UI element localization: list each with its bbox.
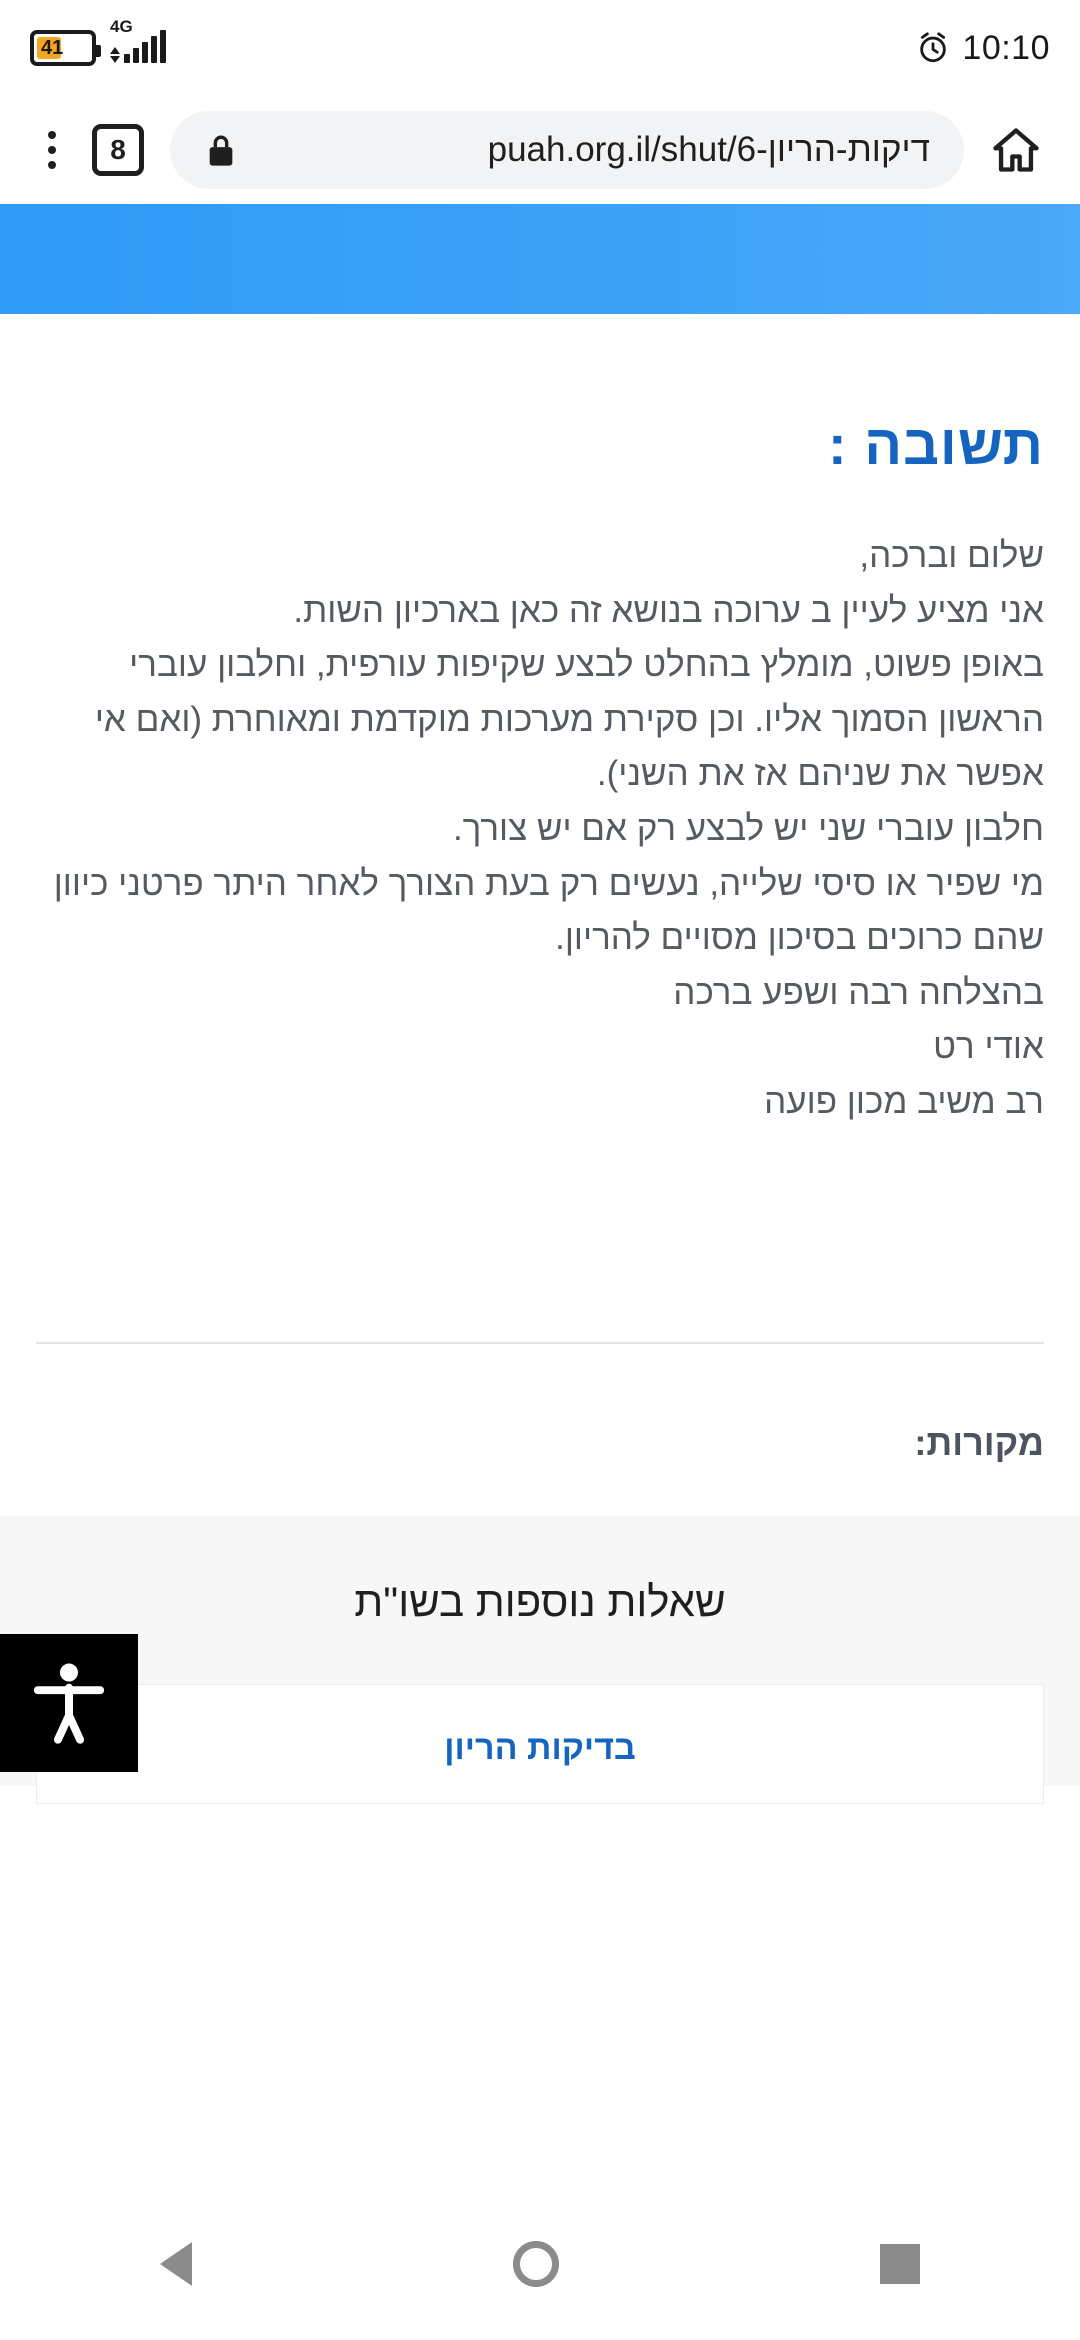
- answer-paragraph: חלבון עוברי שני יש לבצע רק אם יש צורך.: [452, 808, 1044, 848]
- answer-body: [36, 529, 1044, 1130]
- related-question-card[interactable]: [36, 1684, 1044, 1804]
- back-triangle-icon[interactable]: [160, 2242, 192, 2286]
- browser-toolbar: [0, 96, 1080, 204]
- accessibility-button[interactable]: [0, 1634, 138, 1772]
- webpage-viewport[interactable]: [0, 204, 1080, 2188]
- signal-strength-icon: [124, 33, 166, 63]
- network-status: [110, 17, 166, 63]
- network-type-label: 4G: [110, 17, 133, 36]
- overflow-menu-icon[interactable]: [38, 123, 66, 177]
- page-title: תשובה :: [828, 413, 1044, 476]
- answer-paragraph: אני מציע לעיין ב ערוכה בנושא זה כאן בארכיון השות.: [293, 590, 1044, 630]
- status-bar: [0, 0, 1080, 96]
- accessibility-icon: [27, 1658, 111, 1748]
- tab-switcher-button[interactable]: [92, 124, 144, 176]
- android-navigation-bar: [0, 2188, 1080, 2340]
- address-bar[interactable]: [170, 111, 964, 189]
- answer-section: [0, 412, 1080, 1130]
- alarm-clock-icon: [916, 31, 950, 65]
- related-questions-title: שאלות נוספות בשו"ת: [354, 1577, 726, 1625]
- data-transfer-icon: [110, 47, 120, 63]
- sources-label: מקורות:: [914, 1421, 1044, 1463]
- battery-icon: [30, 30, 96, 66]
- status-bar-left: [30, 17, 166, 66]
- related-question-link[interactable]: בדיקות הריון: [444, 1728, 636, 1767]
- url-label: puah.org.il/shut/6-דיקות-הריון: [487, 130, 930, 169]
- answer-paragraph: בהצלחה רבה ושפע ברכה: [673, 972, 1044, 1012]
- clock-label: 10:10: [962, 28, 1050, 67]
- tab-count-label: 8: [110, 134, 126, 165]
- recent-apps-square-icon[interactable]: [880, 2244, 920, 2284]
- section-divider: [36, 1342, 1044, 1344]
- answer-paragraph: אודי רט: [933, 1027, 1044, 1067]
- answer-paragraph: מי שפיר או סיסי שלייה, נעשים רק בעת הצורך לאחר היתר פרטני כיוון שהם כרוכים בסיכון מסויים להריון.: [53, 863, 1044, 958]
- answer-paragraph: שלום וברכה,: [859, 536, 1044, 575]
- home-icon[interactable]: [990, 124, 1042, 176]
- related-questions-section: [0, 1516, 1080, 1786]
- home-circle-icon[interactable]: [513, 2241, 559, 2287]
- battery-percent-label: 41: [41, 37, 64, 59]
- status-bar-right: [916, 29, 1050, 68]
- site-header-banner: [0, 204, 1080, 314]
- answer-paragraph: באופן פשוט, מומלץ בהחלט לבצע שקיפות עורפית, וחלבון עוברי הראשון הסמוך אליו. וכן סקירת מערכות מוקדמת ומאוחרת (ואם אי אפשר את שניהם אז את השני).: [94, 645, 1044, 794]
- lock-icon: [204, 131, 238, 169]
- answer-paragraph: רב משיב מכון פועה: [764, 1081, 1044, 1121]
